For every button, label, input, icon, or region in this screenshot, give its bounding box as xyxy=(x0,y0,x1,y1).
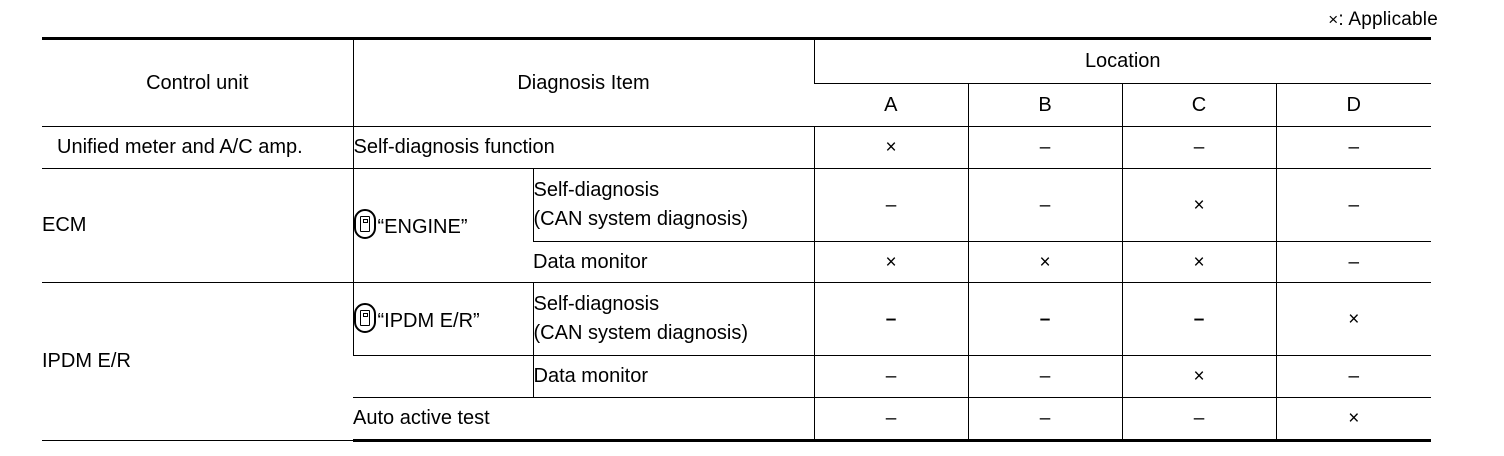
table-row xyxy=(42,283,1431,356)
cell-ecm-sd-d: – xyxy=(1276,169,1431,242)
cell-ecm-sd-a: – xyxy=(814,169,968,242)
cell-ipdm-sd-b: – xyxy=(968,283,1122,356)
ipdm-data-monitor: Data monitor xyxy=(533,356,814,398)
header-location-b: B xyxy=(968,84,1122,127)
cell-ecm-dm-d: – xyxy=(1276,242,1431,283)
table-row xyxy=(42,127,1431,169)
cell-meter-c: – xyxy=(1122,127,1276,169)
cell-ipdm-aa-c: – xyxy=(1122,398,1276,441)
ipdm-auto-active-test: Auto active test xyxy=(353,398,814,441)
ipdm-self-diagnosis xyxy=(533,283,814,356)
ipdm-self-diagnosis-line2: (CAN system diagnosis) xyxy=(533,322,749,344)
consult-ipdm-label: “IPDM E/R” xyxy=(377,309,480,332)
header-location-a: A xyxy=(814,84,968,127)
cell-ipdm-sd-c: – xyxy=(1122,283,1276,356)
cell-ipdm-aa-b: – xyxy=(968,398,1122,441)
consult-engine-label: “ENGINE” xyxy=(377,216,468,238)
ecm-self-diagnosis xyxy=(533,169,814,242)
table-row xyxy=(42,169,1431,242)
cell-ipdm-aa-a: – xyxy=(814,398,968,441)
ecm-self-diagnosis-line2: (CAN system diagnosis) xyxy=(533,208,749,230)
consult-icon xyxy=(354,303,376,333)
ecm-self-diagnosis-line1: Self-diagnosis xyxy=(533,179,660,201)
cell-ipdm-aa-d: × xyxy=(1276,398,1431,441)
unit-ipdm: IPDM E/R xyxy=(42,283,353,441)
consult-icon xyxy=(354,209,376,239)
unit-meter: Unified meter and A/C amp. xyxy=(42,127,353,169)
empty-cell xyxy=(353,356,533,398)
applicable-mark: × xyxy=(1328,10,1339,29)
ecm-data-monitor: Data monitor xyxy=(533,242,814,283)
cell-ecm-dm-a: × xyxy=(814,242,968,283)
cell-ecm-sd-c: × xyxy=(1122,169,1276,242)
ipdm-self-diagnosis-line1: Self-diagnosis xyxy=(533,293,660,315)
cell-ipdm-dm-d: – xyxy=(1276,356,1431,398)
unit-ecm: ECM xyxy=(42,169,353,283)
cell-ipdm-dm-c: × xyxy=(1122,356,1276,398)
consult-ipdm xyxy=(353,283,533,356)
header-location-c: C xyxy=(1122,84,1276,127)
diagnosis-table xyxy=(42,37,1431,442)
cell-ipdm-sd-d: × xyxy=(1276,283,1431,356)
consult-engine xyxy=(353,169,533,283)
cell-ipdm-dm-a: – xyxy=(814,356,968,398)
header-diagnosis-item: Diagnosis Item xyxy=(353,39,814,127)
item-self-diagnosis-function: Self-diagnosis function xyxy=(353,127,814,169)
cell-meter-a: × xyxy=(814,127,968,169)
cell-ecm-sd-b: – xyxy=(968,169,1122,242)
legend-label: : Applicable xyxy=(1338,9,1438,30)
header-control-unit: Control unit xyxy=(42,39,353,127)
header-location-d: D xyxy=(1276,84,1431,127)
cell-ecm-dm-b: × xyxy=(968,242,1122,283)
cell-meter-d: – xyxy=(1276,127,1431,169)
header-location: Location xyxy=(814,39,1431,84)
cell-ipdm-dm-b: – xyxy=(968,356,1122,398)
cell-meter-b: – xyxy=(968,127,1122,169)
cell-ipdm-sd-a: – xyxy=(814,283,968,356)
cell-ecm-dm-c: × xyxy=(1122,242,1276,283)
legend xyxy=(1328,9,1438,31)
